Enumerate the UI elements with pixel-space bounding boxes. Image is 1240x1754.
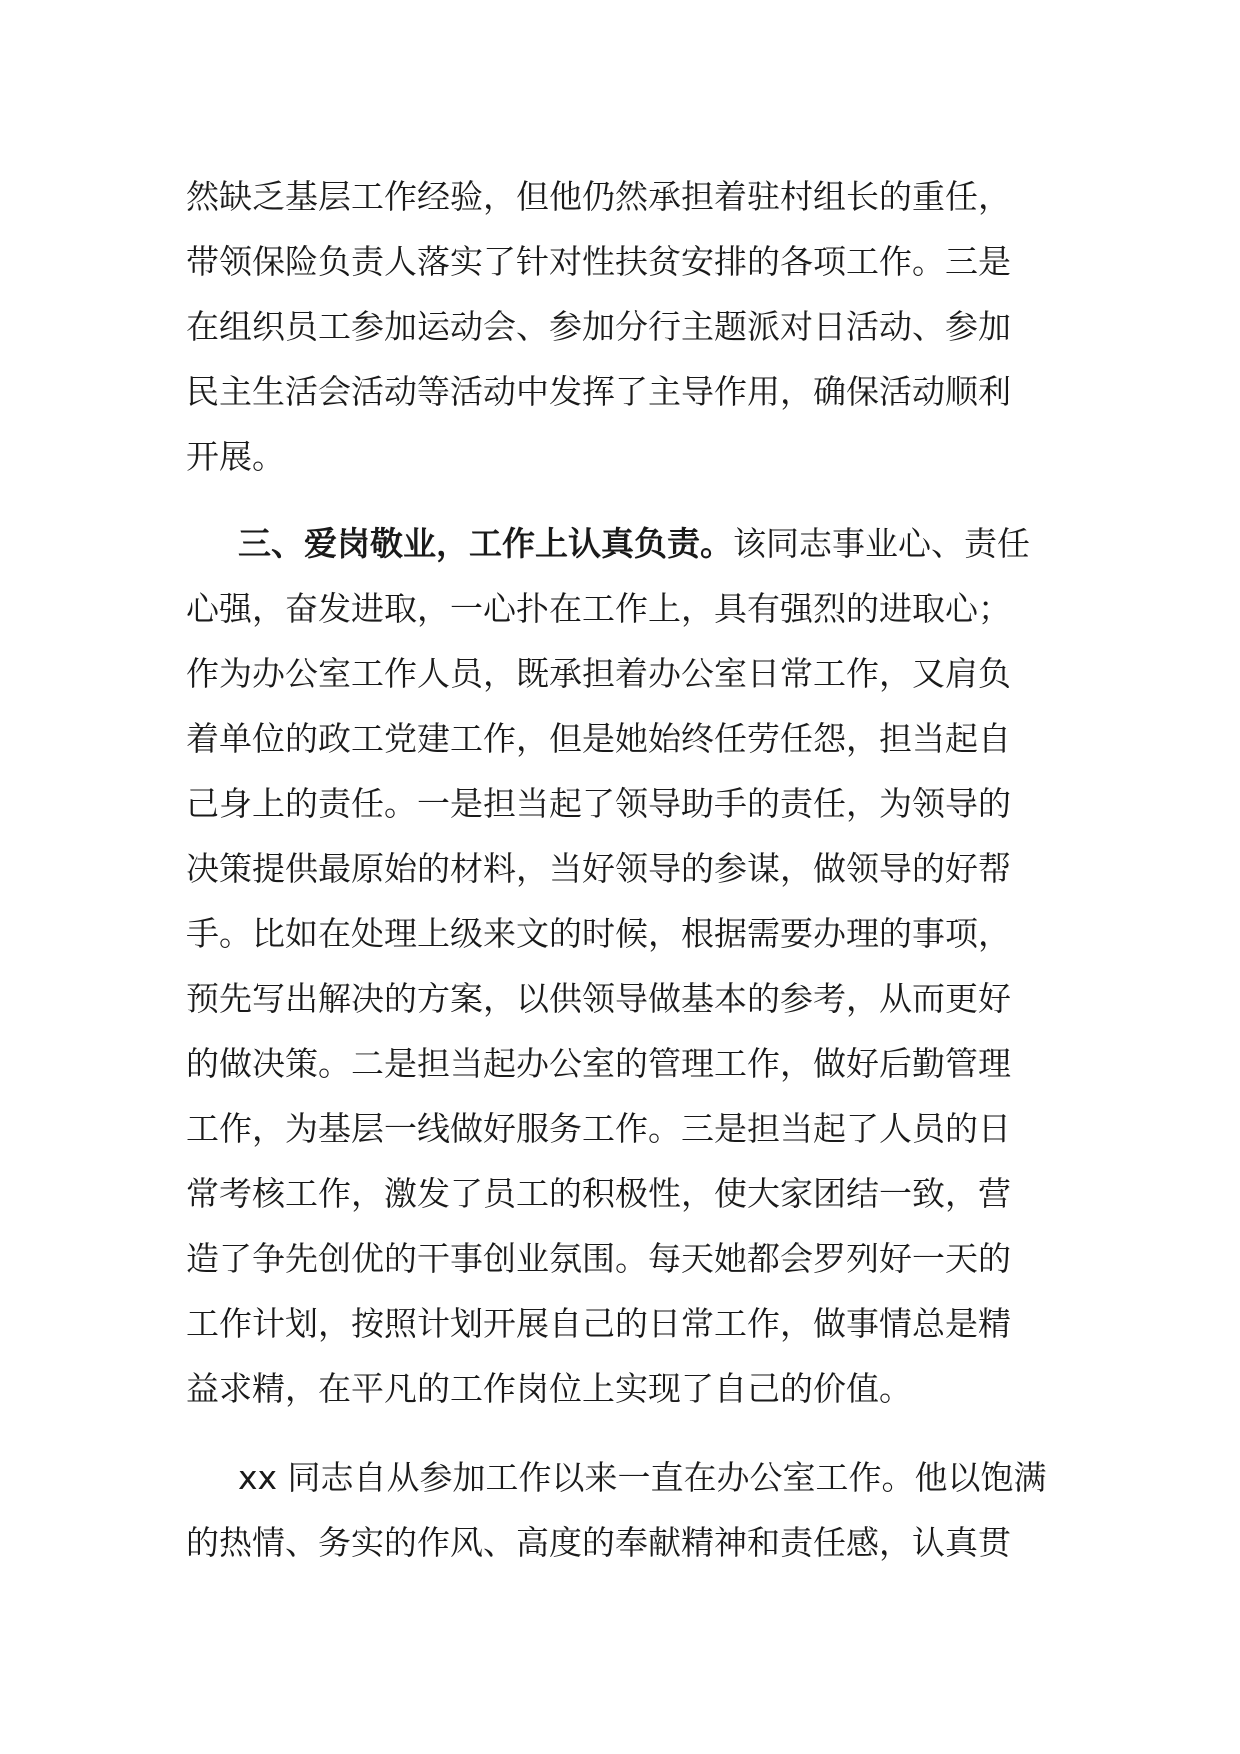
paragraph-line: 预先写出解决的方案，以供领导做基本的参考，从而更好 (186, 979, 1011, 1018)
paragraph-line: 工作计划，按照计划开展自己的日常工作，做事情总是精 (186, 1304, 1011, 1343)
paragraph-line: 民主生活会活动等活动中发挥了主导作用，确保活动顺利 (186, 372, 1011, 411)
paragraph-line: 益求精，在平凡的工作岗位上实现了自己的价值。 (186, 1369, 912, 1408)
paragraph-text: 该同志事业心、责任 (733, 524, 1030, 563)
paragraph-line: 着单位的政工党建工作，但是她始终任劳任怨，担当起自 (186, 719, 1011, 758)
paragraph-line: 手。比如在处理上级来文的时候，根据需要办理的事项， (186, 914, 1011, 953)
paragraph-continued (186, 164, 1066, 489)
paragraph-first-line (186, 511, 1066, 576)
paragraph-line: 造了争先创优的干事创业氛围。每天她都会罗列好一天的 (186, 1239, 1011, 1278)
paragraph-line: 决策提供最原始的材料，当好领导的参谋，做领导的好帮 (186, 849, 1011, 888)
paragraph-line: 在组织员工参加运动会、参加分行主题派对日活动、参加 (186, 307, 1011, 346)
paragraph-line: 的热情、务实的作风、高度的奉献精神和责任感，认真贯 (186, 1523, 1011, 1562)
paragraph-line: 开展。 (186, 437, 285, 476)
paragraph-line: 带领保险负责人落实了针对性扶贫安排的各项工作。三是 (186, 242, 1011, 281)
paragraph-first-line: xx 同志自从参加工作以来一直在办公室工作。他以饱满 (238, 1458, 1047, 1497)
paragraph-line: 然缺乏基层工作经验，但他仍然承担着驻村组长的重任， (186, 177, 1011, 216)
paragraph-line: 的做决策。二是担当起办公室的管理工作，做好后勤管理 (186, 1044, 1011, 1083)
paragraph-line: 作为办公室工作人员，既承担着办公室日常工作，又肩负 (186, 654, 1011, 693)
paragraph-section-three (186, 511, 1066, 1421)
paragraph-line: 心强，奋发进取，一心扑在工作上，具有强烈的进取心； (186, 589, 1011, 628)
section-heading: 三、爱岗敬业，工作上认真负责。 (238, 524, 733, 563)
paragraph-line: 常考核工作，激发了员工的积极性，使大家团结一致，营 (186, 1174, 1011, 1213)
paragraph-line: 工作，为基层一线做好服务工作。三是担当起了人员的日 (186, 1109, 1011, 1148)
paragraph-next (186, 1445, 1066, 1575)
paragraph-line: 己身上的责任。一是担当起了领导助手的责任，为领导的 (186, 784, 1011, 823)
